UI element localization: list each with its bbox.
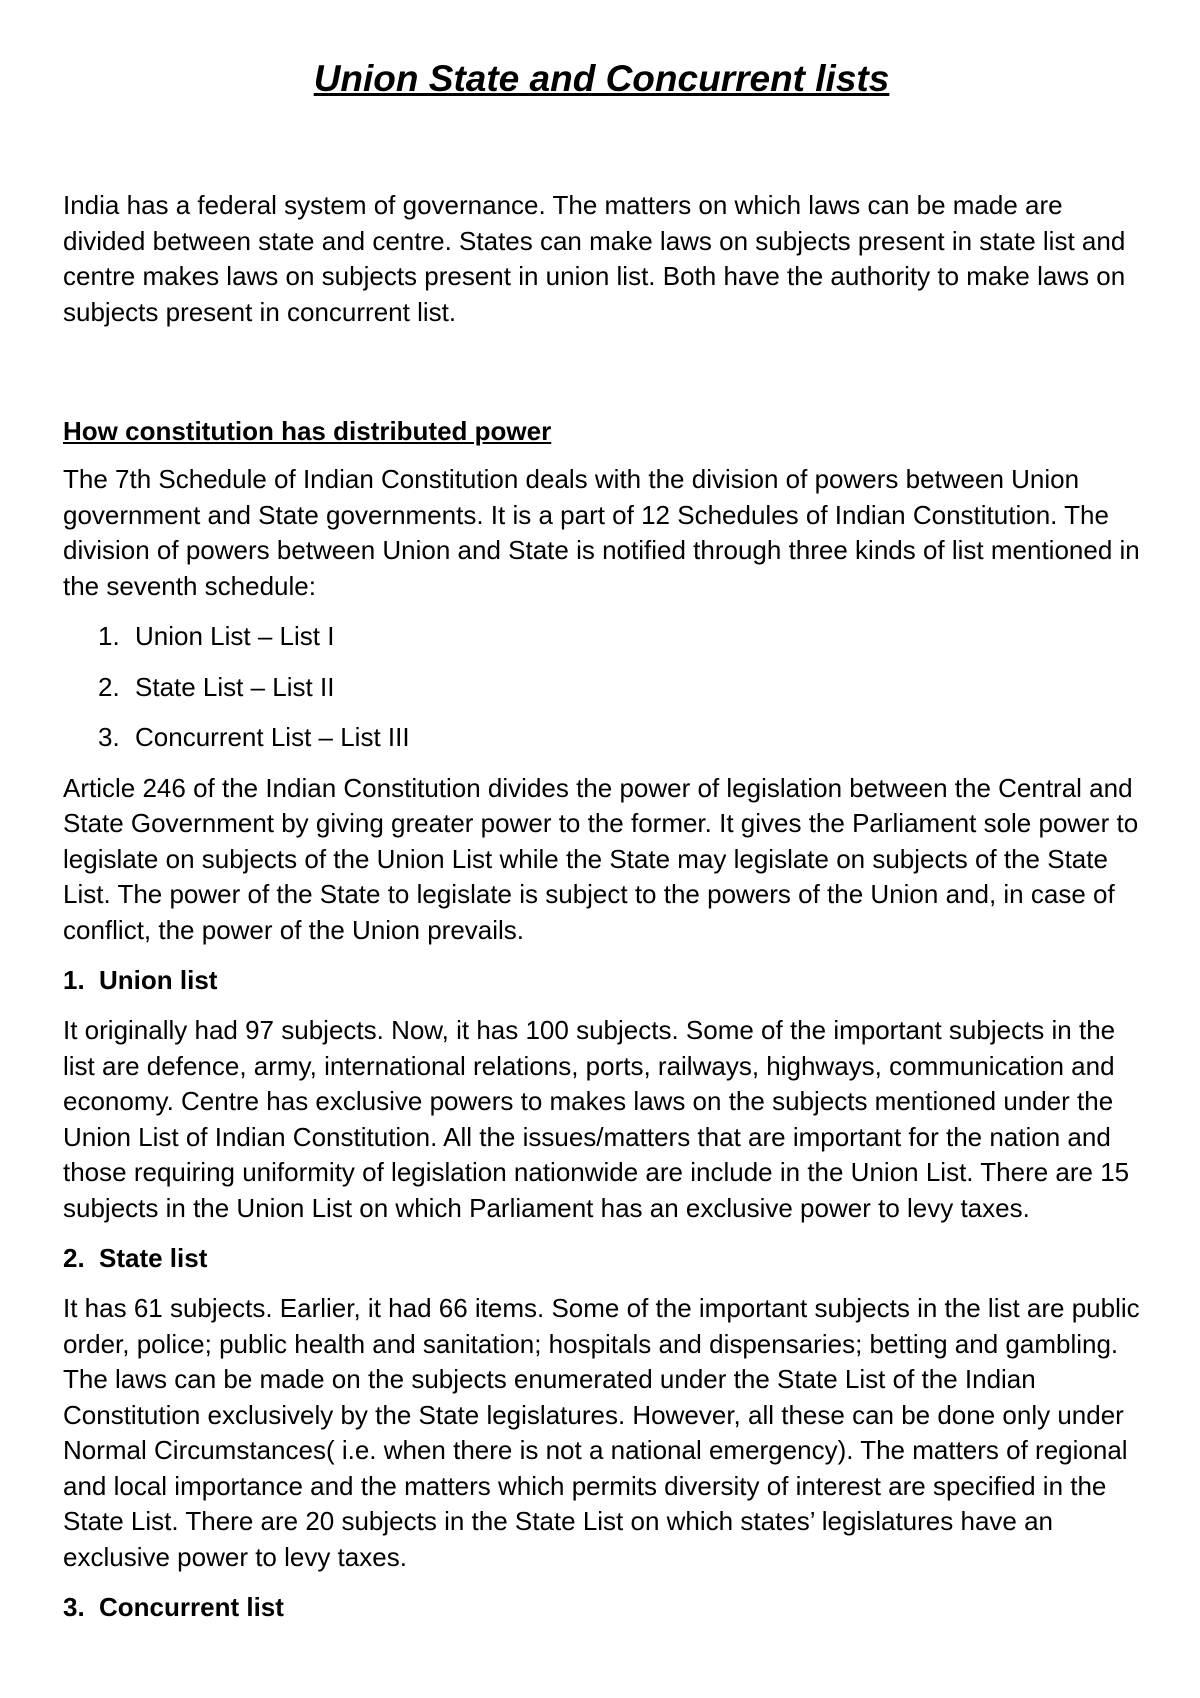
schedule-paragraph: The 7th Schedule of Indian Constitution deals with the division of powers between Union government and State governments. It is a part of 12 Schedules of Indian Constitution. The division of powers between Union and State is notified through three kinds of list mentioned in the seventh schedule: (63, 464, 1140, 601)
list-item-number: 2. (98, 671, 120, 702)
article-246-paragraph: Article 246 of the Indian Constitution divides the power of legislation between the Central and State Government by giving greater power to the former. It gives the Parliament sole power to legislate on subjects of the Union List while the State may legislate on subjects of the State List. The power of the State to legislate is subject to the powers of the Union and, in case of conflict, the power of the Union prevails. (63, 772, 1139, 945)
list-item-text: Concurrent List – List III (135, 722, 410, 752)
concurrent-list-title: Concurrent list (99, 1592, 284, 1622)
list-item (98, 619, 1140, 655)
concurrent-list-number: 3. (63, 1592, 85, 1622)
state-list-paragraph: It has 61 subjects. Earlier, it had 66 items. Some of the important subjects in the list are public order, police; public health and sanitation; hospitals and dispensaries; betting and gambling. The laws can be made on the subjects enumerated under the State List of the Indian Constitution exclusively by the State legislatures. However, all these can be done only under Normal Circumstances( i.e. when there is not a national emergency). The matters of regional and local importance and the matters which permits diversity of interest are specified in the State List. There are 20 subjects in the State List on which states’ legislatures have an exclusive power to levy taxes. (63, 1293, 1140, 1572)
concurrent-list-heading (63, 1590, 1140, 1625)
state-list-title: State list (99, 1243, 208, 1273)
state-list-heading (63, 1241, 1140, 1276)
list-item-text: Union List – List I (135, 621, 335, 651)
state-list-number: 2. (63, 1243, 85, 1273)
page-title: Union State and Concurrent lists (313, 58, 890, 99)
list-kinds (63, 619, 1140, 756)
list-item-text: State List – List II (135, 671, 335, 702)
union-list-paragraph: It originally had 97 subjects. Now, it has 100 subjects. Some of the important subjects in the list are defence, army, international relations, ports, railways, highways, communication and economy. Centre has exclusive powers to makes laws on the subjects mentioned under the Union List of Indian Constitution. All the issues/matters that are important for the nation and those requiring uniformity of legislation nationwide are include in the Union List. There are 15 subjects in the Union List on which Parliament has an exclusive power to levy taxes. (63, 1015, 1130, 1223)
list-item (98, 720, 1140, 756)
section-heading: How constitution has distributed power (63, 416, 552, 446)
list-item-number: 1. (98, 621, 120, 651)
union-list-heading (63, 963, 1140, 998)
list-item (98, 670, 1140, 706)
list-item-number: 3. (98, 722, 120, 752)
union-list-title: Union list (99, 965, 218, 995)
union-list-number: 1. (63, 965, 85, 995)
intro-paragraph: India has a federal system of governance. The matters on which laws can be made are divided between state and centre. States can make laws on subjects present in state list and centre makes laws on subjects present in union list. Both have the authority to make laws on subjects present in concurrent list. (63, 190, 1126, 327)
